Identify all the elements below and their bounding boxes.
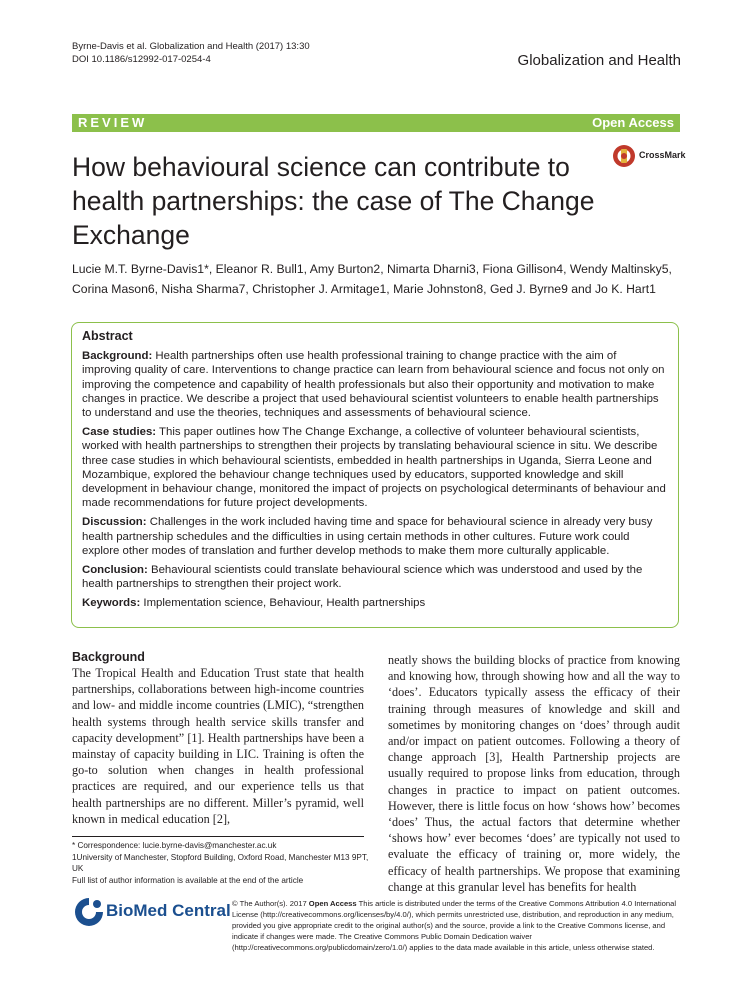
abstract-box: [71, 322, 679, 628]
citation-header: [72, 40, 310, 66]
conclusion-label: Conclusion:: [82, 564, 148, 577]
abstract-case-studies: [82, 425, 668, 510]
abstract-conclusion: [82, 563, 668, 591]
article-type-band: [72, 114, 680, 132]
logo-text: BioMed Central: [106, 901, 231, 920]
case-text: This paper outlines how The Change Exchange, a collective of volunteer behavioural scientists, worked with health partnerships to strengthen their projects by translating behavioural science in situ. We describe three case studies in which behavioural scientists, embedded in health partnerships in Uganda, Sierra Leone and Mozambique, explored the behaviour change techniques used by educators, supported knowledge and skill development in behaviour change, monitored the impact of projects on psychological determinants of behaviour and made recommendations for future project developments.: [82, 426, 666, 510]
license-body: This article is distributed under the terms of the Creative Commons Attribution 4.0 International License (http://creativecommons.org/licenses/by/4.0/), which permits unrestricted use, distribution, and reproduction in any medium, provided you give appropriate credit to the original author(s) and the source, provide a link to the Creative Commons license, and indicate if changes were made. The Creative Commons Public Domain Dedication waiver (http://creativecommons.org/publicdomain/zero/1.0/) applies to the data made available in this article, unless otherwise stated.: [232, 899, 677, 952]
crossmark-badge[interactable]: [612, 144, 692, 168]
body-paragraph: The Tropical Health and Education Trust state that health partnerships, collaborations between high-income countries and low- and middle income countries (LMIC), “strengthen health systems through health service skills transfer and capacity development” [1]. Health partnerships have been a mainstay of capacity building in LIC. Training is often the go-to solution when changes in health professional practices are required, and our experience tells us that health partnerships are no different. Miller’s pyramid, well known in medical education [2],: [72, 666, 364, 826]
abstract-heading: Abstract: [82, 329, 133, 343]
author-list: [72, 259, 684, 299]
biomed-central-logo: [72, 896, 231, 928]
body-column-right: [388, 652, 680, 895]
open-access-label: Open Access: [592, 115, 674, 130]
abstract-background: [82, 349, 668, 420]
discussion-text: Challenges in the work included having time and space for behavioural science in already very busy health partnership schedules and the difficulties in using certain methods in other cultures. Future work could explore other modes of translation and further develop methods to make them more culturally applicable.: [82, 516, 653, 557]
keywords-label: Keywords:: [82, 597, 141, 610]
abstract-keywords: [82, 596, 668, 610]
body-column-left: [72, 650, 364, 827]
doi-line: DOI 10.1186/s12992-017-0254-4: [72, 54, 211, 65]
body-paragraph: neatly shows the building blocks of practice from knowing and knowing how, through showing how and all the way to ‘does’. Educators typically assess the efficacy of their training through measures of knowledge and skill and sometimes by monitoring changes on ‘does’ through audit and/or impact on patient outcomes. Following a theory of change approach [3], Health Partnership projects are usually required to propose links from education, through changes in practice to impact on patient outcomes. However, there is little focus on how ‘shows how’ becomes ‘does’ Thus, the actual factors that determine whether ‘shows how’ ever becomes ‘does’ are typically not used to evaluate the efficacy of training or, more widely, the efficacy of health partnerships. We propose that examining change at this granular level has benefits for health: [388, 653, 680, 894]
footnotes: [72, 840, 372, 886]
section-heading: Background: [72, 650, 145, 664]
license-text: [232, 898, 682, 953]
license-prefix: © The Author(s). 2017: [232, 899, 309, 908]
crossmark-label: CrossMark: [639, 150, 686, 160]
case-label: Case studies:: [82, 426, 157, 439]
discussion-label: Discussion:: [82, 516, 147, 529]
author-info-note: Full list of author information is available at the end of the article: [72, 875, 304, 885]
article-title: How behavioural science can contribute to health partnerships: the case of The Change Exchange: [72, 152, 595, 250]
background-text: Health partnerships often use health professional training to change practice with the aim of improving quality of care. Interventions to change practice can learn from behavioural science and focus not only on improving the competence and capability of health professionals but also their opportunity and motivation to make changes in practice. We describe a project that used behavioural scientist volunteers to enable health partnerships to understand and use the theories, techniques and assessments of behavioural science.: [82, 350, 665, 420]
abstract-discussion: [82, 515, 668, 558]
citation-line: Byrne-Davis et al. Globalization and Health (2017) 13:30: [72, 41, 310, 52]
keywords-text: Implementation science, Behaviour, Health partnerships: [140, 597, 426, 610]
journal-name: Globalization and Health: [517, 52, 681, 69]
authors-text: Lucie M.T. Byrne-Davis1*, Eleanor R. Bull1, Amy Burton2, Nimarta Dharni3, Fiona Gillison4, Wendy Maltinsky5, Corina Mason6, Nisha Sharma7, Christopher J. Armitage1, Marie Johnston8, Ged J. Byrne9 and Jo K. Hart1: [72, 262, 672, 296]
background-label: Background:: [82, 350, 153, 363]
conclusion-text: Behavioural scientists could translate behavioural science which was understood and used by the health partnerships to strengthen their project work.: [82, 564, 643, 591]
biomed-central-icon: [72, 896, 106, 928]
correspondence-note: * Correspondence: lucie.byrne-davis@manchester.ac.uk: [72, 841, 277, 850]
footnote-divider: [72, 836, 364, 837]
article-type-label: REVIEW: [78, 115, 148, 130]
affiliation-note: 1University of Manchester, Stopford Building, Oxford Road, Manchester M13 9PT, UK: [72, 852, 369, 873]
license-open-access: Open Access: [308, 899, 357, 908]
